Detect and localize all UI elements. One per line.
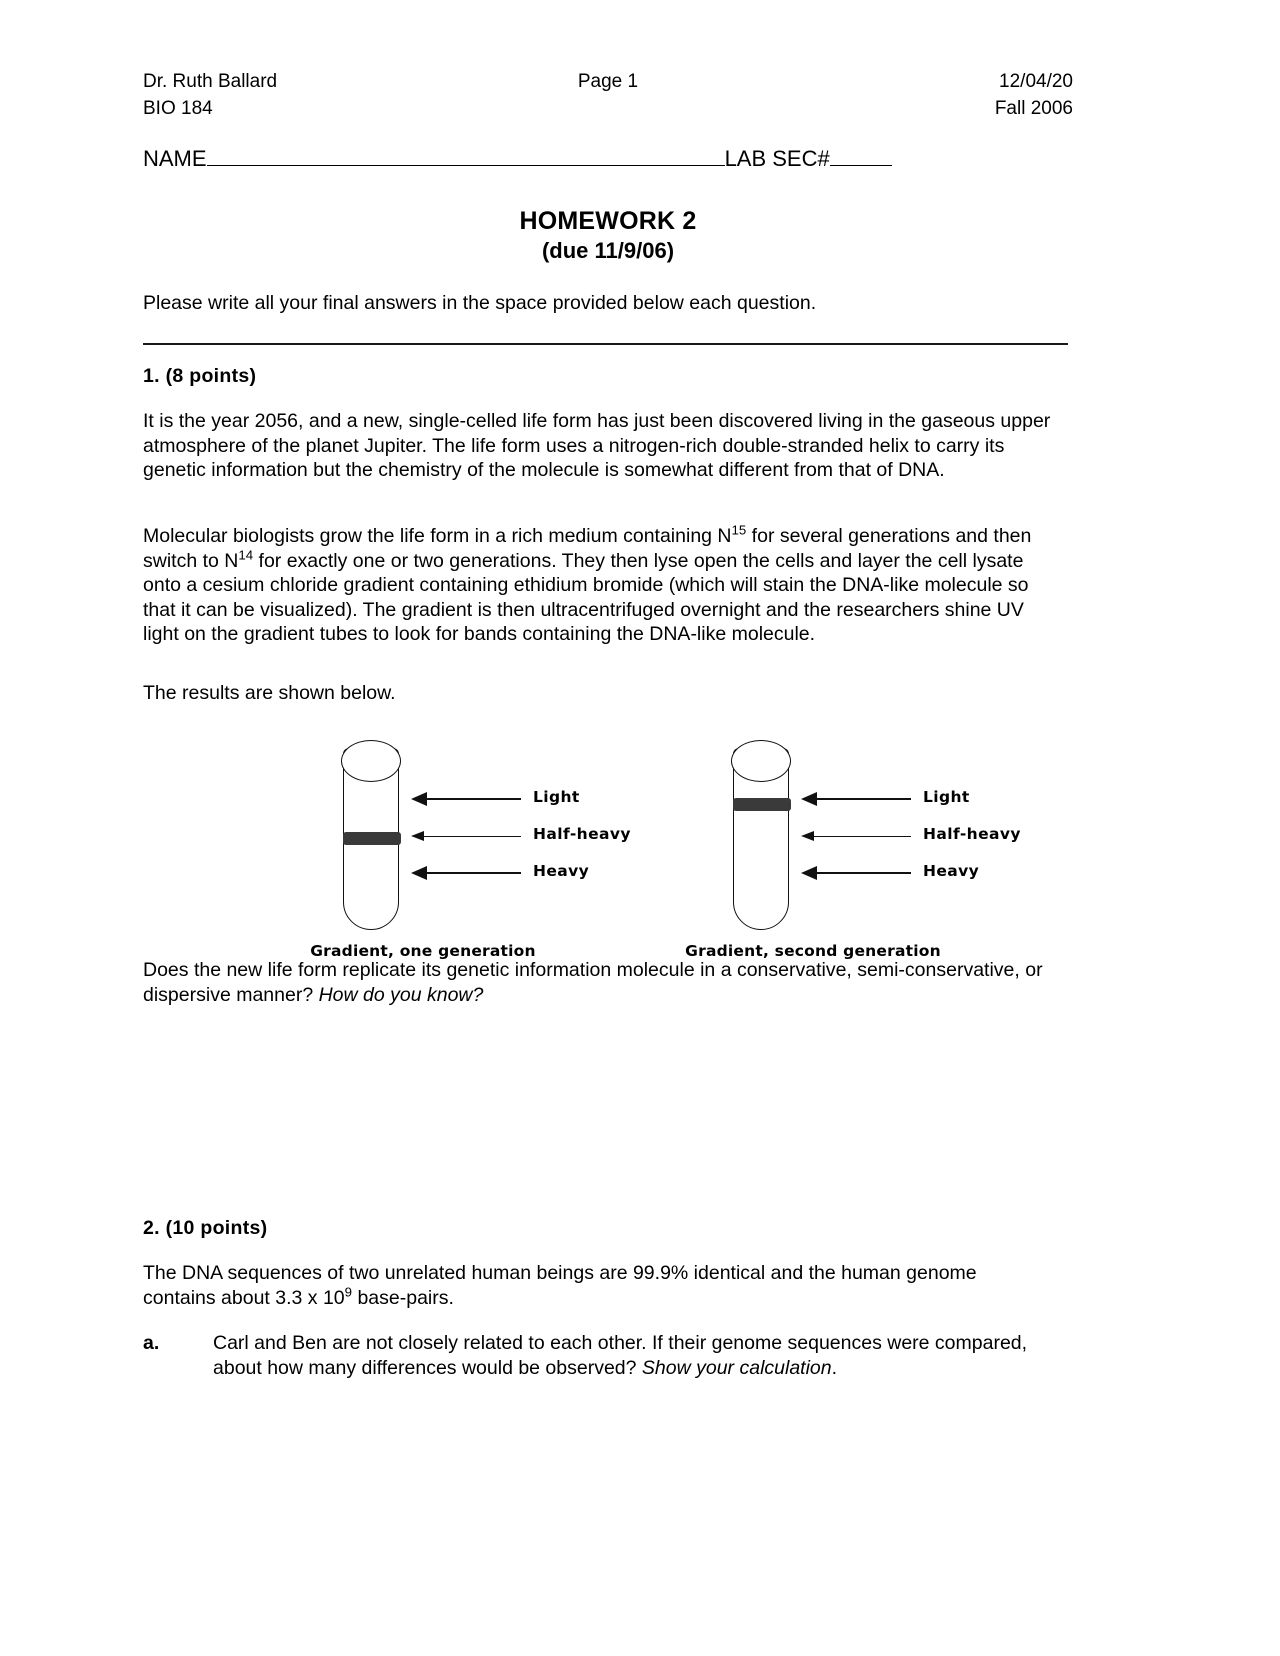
page-content [143, 0, 1073, 1656]
instruction-text: Please write all your final answers in the space provided below each question. [143, 292, 817, 314]
page-subtitle: (due 11/9/06) [541, 238, 675, 263]
gradient-tubes-figure [233, 735, 1033, 975]
name-label: NAME [143, 146, 207, 171]
arrow-shaft [423, 836, 521, 837]
band-label-heavy-2: Heavy [923, 862, 980, 880]
q1-p2-seg3: for exactly one or two generations. They then lyse open the cells and layer the cell lysate onto a cesium chloride gradient containing ethidium bromide (which will stain the DNA-like molecule so that it can be visualized). The gradient is then ultracentrifuged overnight and the researchers shine UV light on the gradient tubes to look for bands containing the DNA-like molecule. [143, 549, 1029, 645]
q1-prompt-italic: How do you know? [318, 983, 484, 1006]
question-1-number: 1. (8 points) [143, 365, 257, 387]
band-label-half-heavy-2: Half-heavy [923, 825, 1021, 843]
page-title: HOMEWORK 2 [519, 207, 697, 235]
name-blank-field[interactable] [207, 150, 725, 166]
page-number: Page 1 [577, 71, 639, 92]
part-a-text [213, 1331, 1053, 1380]
instructor-name: Dr. Ruth Ballard [143, 71, 278, 92]
arrow-shaft [423, 798, 521, 800]
q1-prompt-plain: Does the new life form replicate its genetic information molecule in a conservative, semi-conservative, or dispersive manner? [143, 959, 1043, 1006]
gradient-tube-2 [623, 735, 1021, 975]
q2-p1-seg2: base-pairs. [352, 1286, 454, 1309]
dna-band-half-heavy [343, 832, 401, 845]
question-2-part-a [143, 1331, 1073, 1380]
arrow-shaft [813, 836, 911, 837]
part-a-tail: . [831, 1356, 838, 1379]
band-label-heavy-1: Heavy [533, 862, 590, 880]
exponent-superscript: 9 [344, 1284, 353, 1299]
course-code: BIO 184 [143, 98, 213, 119]
question-1-results-lead: The results are shown below. [143, 682, 396, 704]
tube-top-ellipse-1 [341, 740, 401, 782]
part-a-label: a. [143, 1332, 160, 1354]
document-date: 12/04/20 [999, 71, 1073, 92]
arrow-row-halfheavy-2 [801, 825, 1021, 844]
n15-superscript: 15 [731, 522, 747, 538]
arrow-row-halfheavy-1 [411, 825, 631, 844]
band-label-light-1: Light [533, 788, 580, 806]
lab-sec-blank-field[interactable] [830, 150, 892, 166]
figure-caption-2: Gradient, second generation [685, 942, 941, 960]
arrow-shaft [813, 798, 911, 800]
horizontal-divider [143, 343, 1068, 345]
q1-p2-seg1: Molecular biologists grow the life form in a rich medium containing N [143, 525, 732, 547]
arrow-shaft [423, 872, 521, 874]
dna-band-light [733, 798, 791, 811]
n14-superscript: 14 [238, 547, 254, 562]
page-header [143, 68, 1073, 122]
gradient-tube-1 [233, 735, 631, 975]
tube-top-ellipse-2 [731, 740, 791, 782]
q2-p1-seg1: The DNA sequences of two unrelated human beings are 99.9% identical and the human genome contains about 3.3 x 10 [143, 1262, 977, 1309]
question-2-paragraph-1 [143, 1261, 1053, 1310]
question-1-prompt [143, 958, 1053, 1007]
part-a-plain: Carl and Ben are not closely related to each other. If their genome sequences were compared, about how many differences would be observed? [213, 1332, 1028, 1379]
arrow-shaft [813, 872, 911, 874]
header-row-1 [143, 68, 1073, 95]
name-line [143, 145, 1073, 173]
arrow-row-heavy-1 [411, 862, 611, 881]
question-1-paragraph-1: It is the year 2056, and a new, single-celled life form has just been discovered living in the gaseous upper atmosphere of the planet Jupiter. The life form uses a nitrogen-rich double-stranded helix to carry its genetic information but the chemistry of the molecule is somewhat different from that of DNA. [143, 410, 1051, 481]
band-label-light-2: Light [923, 788, 970, 806]
arrow-row-light-2 [801, 788, 1001, 807]
lab-sec-label: LAB SEC# [724, 146, 830, 171]
arrow-row-light-1 [411, 788, 611, 807]
part-a-italic: Show your calculation [641, 1356, 832, 1379]
band-label-half-heavy-1: Half-heavy [533, 825, 631, 843]
header-row-2 [143, 95, 1073, 122]
q1-p2-seg2: for several generations and then switch to N [143, 525, 1032, 572]
question-2-number: 2. (10 points) [143, 1217, 268, 1239]
term-label: Fall 2006 [994, 98, 1073, 119]
arrow-row-heavy-2 [801, 862, 1001, 881]
question-1-paragraph-2 [143, 524, 1048, 647]
figure-caption-1: Gradient, one generation [310, 942, 536, 960]
